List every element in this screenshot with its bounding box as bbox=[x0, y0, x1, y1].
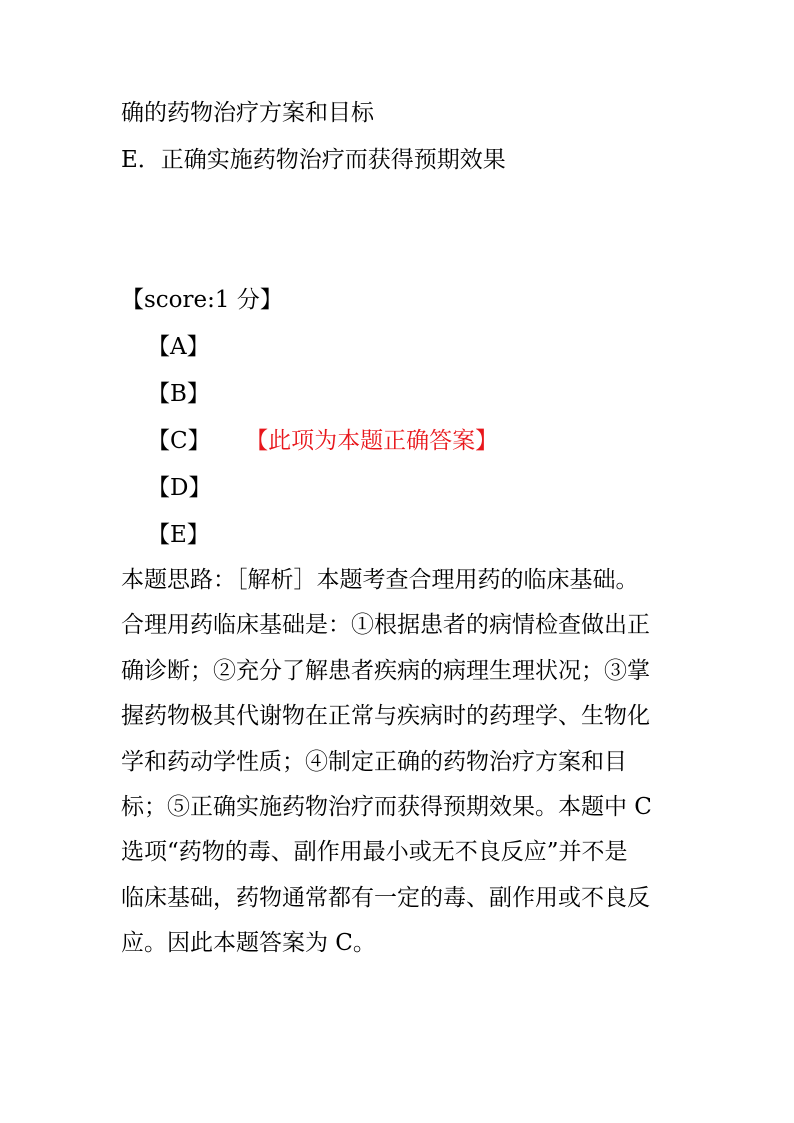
correct-answer-tag: 【此项为本题正确答案】 bbox=[256, 428, 499, 454]
explanation-line: 握药物极其代谢物在正常与疾病时的药理学、生物化 bbox=[121, 703, 650, 730]
option-a bbox=[147, 332, 210, 362]
option-e-statement: E．正确实施药物治疗而获得预期效果 bbox=[121, 147, 506, 173]
explanation-line: 选项“药物的毒、副作用最小或无不良反应”并不是 bbox=[121, 839, 628, 866]
explanation-line: 应。因此本题答案为 C。 bbox=[121, 930, 376, 957]
explanation-line: 标；⑤正确实施药物治疗而获得预期效果。本题中 C bbox=[121, 793, 652, 820]
option-c bbox=[147, 426, 498, 456]
option-b bbox=[147, 379, 210, 409]
explanation-line: 合理用药临床基础是：①根据患者的病情检查做出正 bbox=[121, 612, 650, 639]
option-e bbox=[147, 520, 210, 550]
score-label: 【score:1 分】 bbox=[121, 287, 283, 313]
option-d bbox=[147, 473, 211, 503]
option-a-label: 【A】 bbox=[147, 334, 210, 360]
explanation-line: 临床基础，药物通常都有一定的毒、副作用或不良反 bbox=[121, 884, 650, 911]
option-c-label: 【C】 bbox=[147, 428, 211, 454]
question-continuation-text: 确的药物治疗方案和目标 bbox=[121, 100, 374, 126]
explanation-line: 确诊断；②充分了解患者疾病的病理生理状况；③掌 bbox=[121, 657, 650, 684]
explanation-line: 本题思路：［解析］本题考查合理用药的临床基础。 bbox=[121, 567, 639, 593]
option-d-label: 【D】 bbox=[147, 475, 212, 501]
option-b-label: 【B】 bbox=[147, 381, 210, 407]
explanation-line: 学和药动学性质；④制定正确的药物治疗方案和目 bbox=[121, 748, 627, 775]
explanation-paragraph bbox=[121, 558, 681, 967]
option-e-label: 【E】 bbox=[147, 522, 210, 548]
